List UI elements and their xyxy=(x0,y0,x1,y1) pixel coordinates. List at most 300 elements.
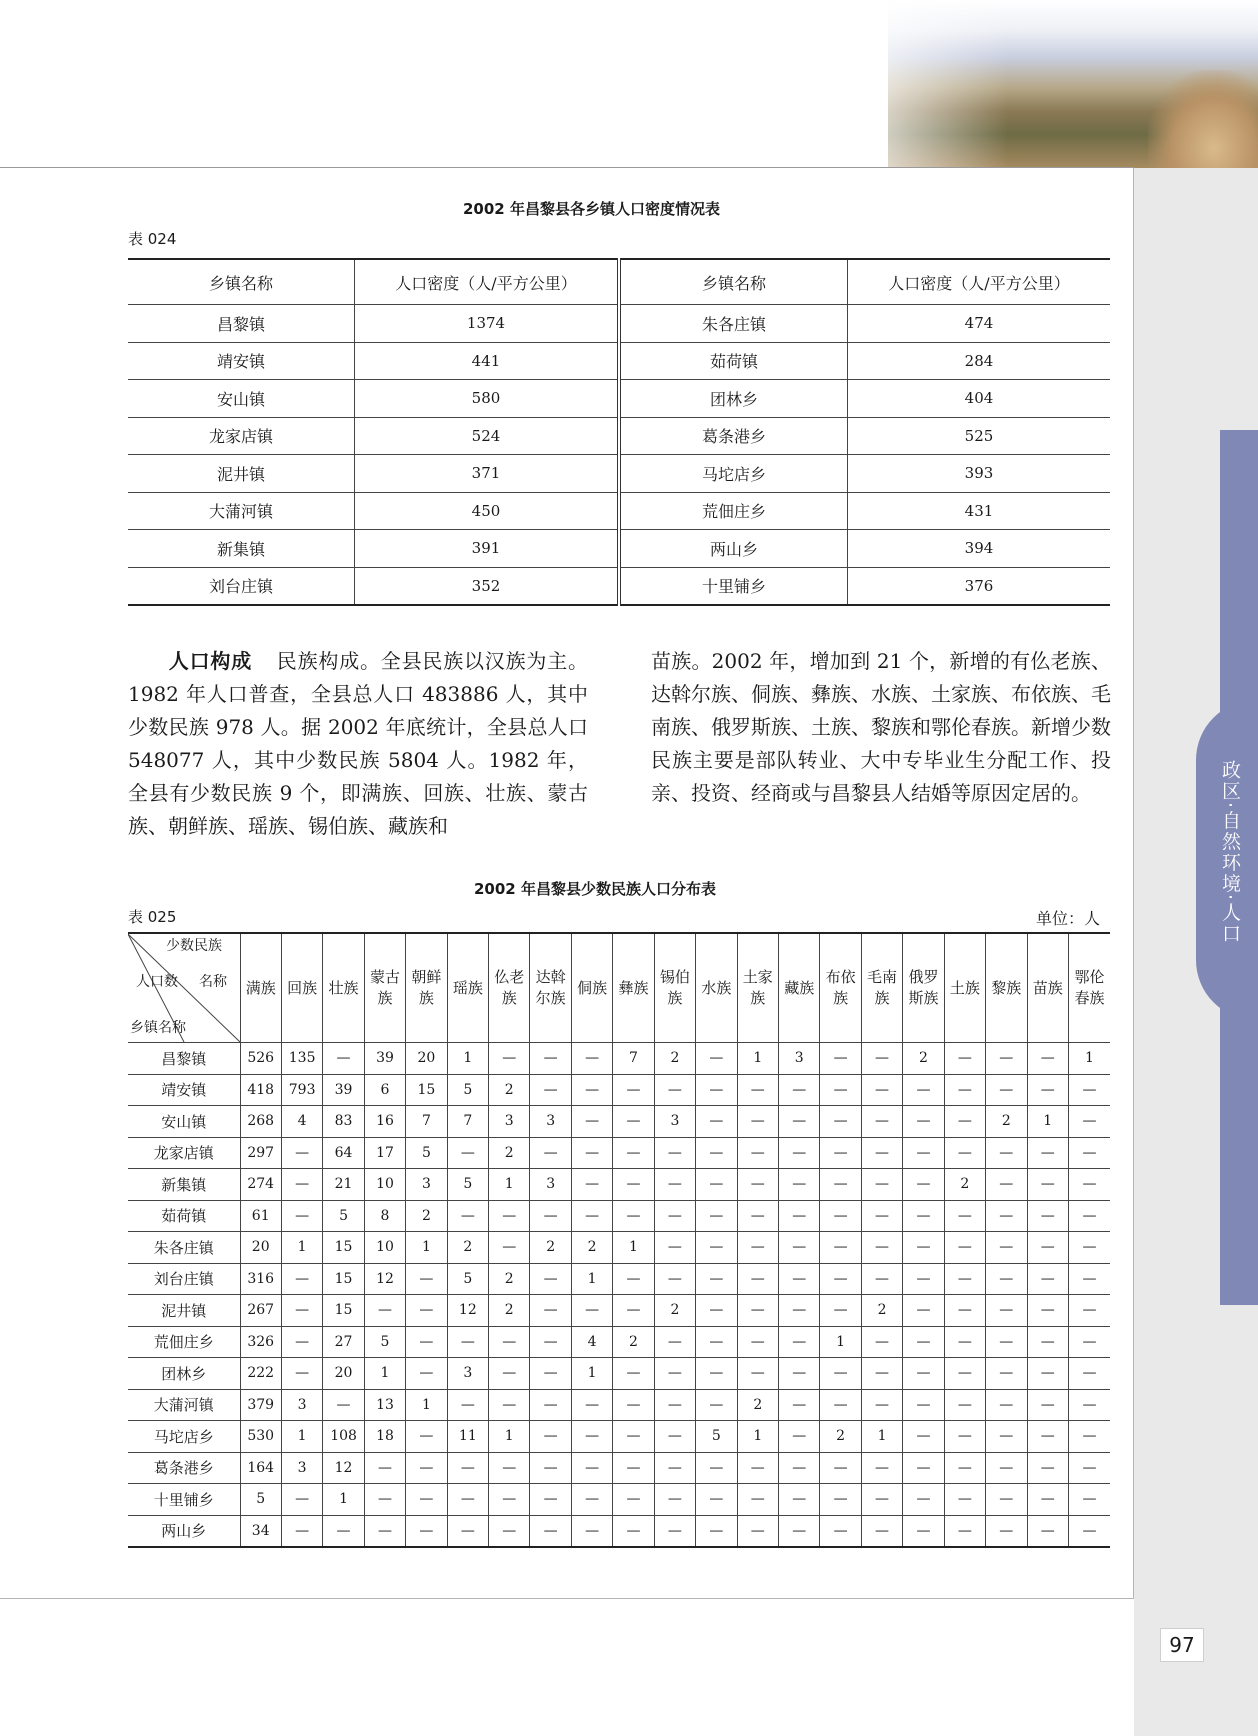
density-header: 乡镇名称 xyxy=(619,259,848,305)
density-value-cell: 474 xyxy=(848,305,1111,343)
margin-rule xyxy=(1133,168,1134,1598)
population-cell: — xyxy=(1068,1106,1110,1138)
population-cell: — xyxy=(861,1358,902,1390)
population-cell: — xyxy=(903,1232,944,1264)
population-cell: — xyxy=(530,1515,571,1547)
population-cell: 15 xyxy=(406,1074,447,1106)
population-cell: — xyxy=(820,1106,861,1138)
population-cell: — xyxy=(696,1389,737,1421)
minority-row xyxy=(128,1389,1110,1421)
minority-row xyxy=(128,1421,1110,1453)
population-cell: — xyxy=(1027,1295,1068,1327)
minority-row xyxy=(128,1043,1110,1075)
population-cell: — xyxy=(613,1169,654,1201)
table024-label: 表 024 xyxy=(128,230,177,248)
population-cell: 2 xyxy=(654,1295,695,1327)
minority-row xyxy=(128,1074,1110,1106)
table025-label: 表 025 xyxy=(128,908,177,926)
population-cell: 2 xyxy=(654,1043,695,1075)
text-left-column xyxy=(128,645,588,843)
density-row xyxy=(128,380,1110,418)
population-cell: 5 xyxy=(696,1421,737,1453)
population-cell: — xyxy=(903,1452,944,1484)
population-cell: — xyxy=(406,1263,447,1295)
population-cell: — xyxy=(696,1515,737,1547)
population-cell: — xyxy=(696,1137,737,1169)
ethnic-group-header: 水族 xyxy=(696,933,737,1043)
population-cell: 2 xyxy=(447,1232,488,1264)
population-cell: 61 xyxy=(240,1200,281,1232)
population-cell: — xyxy=(820,1295,861,1327)
population-cell: — xyxy=(861,1389,902,1421)
population-cell: 12 xyxy=(323,1452,364,1484)
ethnic-group-header: 藏族 xyxy=(778,933,819,1043)
population-cell: 34 xyxy=(240,1515,281,1547)
population-cell: — xyxy=(903,1421,944,1453)
population-cell: — xyxy=(447,1452,488,1484)
town-name-cell: 茹荷镇 xyxy=(128,1200,240,1232)
population-cell: — xyxy=(903,1358,944,1390)
population-cell: 3 xyxy=(778,1043,819,1075)
population-cell: — xyxy=(944,1484,985,1516)
density-header-row xyxy=(128,259,1110,305)
population-cell: 10 xyxy=(364,1169,405,1201)
population-cell: 39 xyxy=(323,1074,364,1106)
ethnic-group-header: 彝族 xyxy=(613,933,654,1043)
ethnic-group-header: 锡伯族 xyxy=(654,933,695,1043)
population-cell: — xyxy=(364,1452,405,1484)
density-value-cell: 352 xyxy=(355,567,620,605)
population-cell: 222 xyxy=(240,1358,281,1390)
population-cell: — xyxy=(489,1326,530,1358)
density-table xyxy=(128,258,1110,606)
population-cell: — xyxy=(986,1232,1027,1264)
population-cell: — xyxy=(1027,1389,1068,1421)
population-cell: — xyxy=(696,1295,737,1327)
population-cell: 1 xyxy=(737,1421,778,1453)
population-cell: 2 xyxy=(613,1326,654,1358)
population-cell: — xyxy=(903,1263,944,1295)
population-cell: — xyxy=(903,1389,944,1421)
density-value-cell: 525 xyxy=(848,417,1111,455)
density-value-cell: 524 xyxy=(355,417,620,455)
population-cell: 2 xyxy=(489,1295,530,1327)
density-row xyxy=(128,342,1110,380)
population-cell: — xyxy=(903,1106,944,1138)
ethnic-group-header: 蒙古族 xyxy=(364,933,405,1043)
ethnic-group-header: 俄罗斯族 xyxy=(903,933,944,1043)
corner-right-label: 名称 xyxy=(199,974,227,990)
town-name-cell: 马坨店乡 xyxy=(128,1421,240,1453)
population-cell: — xyxy=(861,1484,902,1516)
ethnic-group-header: 满族 xyxy=(240,933,281,1043)
population-cell: 5 xyxy=(364,1326,405,1358)
population-cell: — xyxy=(281,1137,322,1169)
ethnic-group-header: 鄂伦春族 xyxy=(1068,933,1110,1043)
population-cell: — xyxy=(861,1074,902,1106)
town-name-cell: 新集镇 xyxy=(128,1169,240,1201)
population-cell: 1 xyxy=(613,1232,654,1264)
population-cell: — xyxy=(281,1169,322,1201)
population-cell: — xyxy=(778,1232,819,1264)
population-cell: — xyxy=(820,1389,861,1421)
population-cell: 7 xyxy=(447,1106,488,1138)
population-cell: — xyxy=(778,1358,819,1390)
population-cell: — xyxy=(820,1515,861,1547)
population-cell: — xyxy=(696,1263,737,1295)
town-name-cell: 新集镇 xyxy=(128,530,355,568)
population-cell: — xyxy=(406,1452,447,1484)
density-value-cell: 580 xyxy=(355,380,620,418)
section-lead: 人口构成 xyxy=(168,649,252,673)
population-cell: 2 xyxy=(820,1421,861,1453)
population-cell: 2 xyxy=(986,1106,1027,1138)
population-cell: 268 xyxy=(240,1106,281,1138)
population-cell: — xyxy=(654,1169,695,1201)
population-cell: — xyxy=(986,1326,1027,1358)
population-cell: — xyxy=(1027,1137,1068,1169)
town-name-cell: 荒佃庄乡 xyxy=(619,492,848,530)
population-cell: 15 xyxy=(323,1232,364,1264)
town-name-cell: 靖安镇 xyxy=(128,1074,240,1106)
population-cell: 2 xyxy=(489,1074,530,1106)
population-cell: — xyxy=(281,1295,322,1327)
population-cell: — xyxy=(861,1232,902,1264)
town-name-cell: 团林乡 xyxy=(128,1358,240,1390)
population-cell: — xyxy=(986,1484,1027,1516)
density-header: 乡镇名称 xyxy=(128,259,355,305)
corner-bottom-label: 乡镇名称 xyxy=(130,1020,186,1036)
population-cell: — xyxy=(613,1200,654,1232)
corner-top-label: 少数民族 xyxy=(166,938,222,954)
population-cell: — xyxy=(737,1295,778,1327)
population-cell: 83 xyxy=(323,1106,364,1138)
population-cell: 64 xyxy=(323,1137,364,1169)
population-cell: — xyxy=(489,1043,530,1075)
ethnic-group-header: 达斡尔族 xyxy=(530,933,571,1043)
ethnic-group-header: 布依族 xyxy=(820,933,861,1043)
ethnic-group-header: 毛南族 xyxy=(861,933,902,1043)
minority-row xyxy=(128,1358,1110,1390)
population-cell: — xyxy=(944,1295,985,1327)
ethnic-group-header: 瑶族 xyxy=(447,933,488,1043)
town-name-cell: 安山镇 xyxy=(128,1106,240,1138)
population-cell: — xyxy=(944,1326,985,1358)
population-cell: 1 xyxy=(406,1389,447,1421)
table025-unit: 单位：人 xyxy=(1036,909,1101,928)
population-cell: 1 xyxy=(737,1043,778,1075)
population-cell: — xyxy=(571,1043,612,1075)
ethnic-group-header: 壮族 xyxy=(323,933,364,1043)
population-cell: — xyxy=(613,1452,654,1484)
population-cell: — xyxy=(1068,1484,1110,1516)
population-cell: — xyxy=(654,1232,695,1264)
population-cell: 3 xyxy=(530,1169,571,1201)
minority-row xyxy=(128,1515,1110,1547)
density-value-cell: 431 xyxy=(848,492,1111,530)
population-cell: 15 xyxy=(323,1295,364,1327)
population-cell: — xyxy=(447,1200,488,1232)
population-cell: — xyxy=(696,1358,737,1390)
population-cell: — xyxy=(986,1200,1027,1232)
minority-row xyxy=(128,1232,1110,1264)
population-cell: — xyxy=(696,1043,737,1075)
population-cell: 12 xyxy=(447,1295,488,1327)
population-cell: — xyxy=(571,1484,612,1516)
population-cell: — xyxy=(1068,1326,1110,1358)
population-cell: 1 xyxy=(406,1232,447,1264)
table025-title: 2002 年昌黎县少数民族人口分布表 xyxy=(474,880,716,898)
population-cell: — xyxy=(571,1200,612,1232)
population-cell: — xyxy=(820,1484,861,1516)
page-number: 97 xyxy=(1160,1628,1204,1662)
population-cell: — xyxy=(530,1326,571,1358)
population-cell: — xyxy=(613,1358,654,1390)
population-cell: — xyxy=(530,1263,571,1295)
population-cell: — xyxy=(489,1358,530,1390)
population-cell: — xyxy=(696,1326,737,1358)
population-cell: — xyxy=(696,1452,737,1484)
population-cell: 5 xyxy=(240,1484,281,1516)
population-cell: — xyxy=(1027,1484,1068,1516)
population-cell: — xyxy=(1027,1200,1068,1232)
population-cell: 27 xyxy=(323,1326,364,1358)
population-cell: — xyxy=(1027,1263,1068,1295)
population-cell: 15 xyxy=(323,1263,364,1295)
population-cell: — xyxy=(986,1074,1027,1106)
population-cell: 3 xyxy=(447,1358,488,1390)
population-cell: — xyxy=(1027,1043,1068,1075)
population-cell: 17 xyxy=(364,1137,405,1169)
population-cell: — xyxy=(903,1137,944,1169)
population-cell: — xyxy=(406,1515,447,1547)
population-cell: 39 xyxy=(364,1043,405,1075)
population-cell: — xyxy=(530,1484,571,1516)
population-cell: — xyxy=(571,1137,612,1169)
town-name-cell: 十里铺乡 xyxy=(619,567,848,605)
header-banner xyxy=(0,0,1258,168)
population-cell: — xyxy=(613,1106,654,1138)
text-right-column xyxy=(651,645,1111,810)
minority-row xyxy=(128,1326,1110,1358)
town-name-cell: 刘台庄镇 xyxy=(128,567,355,605)
minority-row xyxy=(128,1200,1110,1232)
population-cell: 2 xyxy=(861,1295,902,1327)
population-cell: — xyxy=(944,1137,985,1169)
ethnic-group-header: 黎族 xyxy=(986,933,1027,1043)
population-cell: — xyxy=(281,1515,322,1547)
population-cell: — xyxy=(530,1200,571,1232)
population-cell: 6 xyxy=(364,1074,405,1106)
population-cell: 2 xyxy=(903,1043,944,1075)
population-cell: 379 xyxy=(240,1389,281,1421)
population-cell: 12 xyxy=(364,1263,405,1295)
population-cell: — xyxy=(1068,1074,1110,1106)
population-cell: — xyxy=(820,1043,861,1075)
population-cell: 326 xyxy=(240,1326,281,1358)
population-cell: — xyxy=(447,1137,488,1169)
population-cell: — xyxy=(406,1358,447,1390)
minority-header-row xyxy=(128,933,1110,1043)
population-cell: — xyxy=(447,1326,488,1358)
population-cell: — xyxy=(489,1389,530,1421)
town-name-cell: 葛条港乡 xyxy=(128,1452,240,1484)
population-cell: 20 xyxy=(406,1043,447,1075)
density-value-cell: 404 xyxy=(848,380,1111,418)
population-cell: — xyxy=(571,1074,612,1106)
town-name-cell: 大蒲河镇 xyxy=(128,1389,240,1421)
population-cell: — xyxy=(489,1515,530,1547)
population-cell: — xyxy=(737,1358,778,1390)
town-name-cell: 大蒲河镇 xyxy=(128,492,355,530)
town-name-cell: 龙家店镇 xyxy=(128,417,355,455)
population-cell: — xyxy=(1027,1515,1068,1547)
population-cell: — xyxy=(696,1106,737,1138)
population-cell: — xyxy=(903,1074,944,1106)
population-cell: — xyxy=(281,1263,322,1295)
population-cell: 3 xyxy=(281,1389,322,1421)
population-cell: — xyxy=(903,1200,944,1232)
population-cell: — xyxy=(654,1326,695,1358)
population-cell: — xyxy=(737,1232,778,1264)
population-cell: — xyxy=(571,1421,612,1453)
town-name-cell: 刘台庄镇 xyxy=(128,1263,240,1295)
town-name-cell: 团林乡 xyxy=(619,380,848,418)
density-header: 人口密度（人/平方公里） xyxy=(355,259,620,305)
population-cell: — xyxy=(1068,1169,1110,1201)
population-cell: — xyxy=(778,1389,819,1421)
town-name-cell: 朱各庄镇 xyxy=(619,305,848,343)
population-cell: — xyxy=(613,1515,654,1547)
population-cell: — xyxy=(778,1452,819,1484)
population-cell: — xyxy=(489,1200,530,1232)
population-cell: 1 xyxy=(571,1263,612,1295)
population-cell: — xyxy=(778,1169,819,1201)
population-cell: — xyxy=(1027,1326,1068,1358)
population-cell: — xyxy=(861,1263,902,1295)
town-name-cell: 两山乡 xyxy=(128,1515,240,1547)
population-cell: 1 xyxy=(281,1232,322,1264)
population-cell: 2 xyxy=(530,1232,571,1264)
population-cell: — xyxy=(820,1074,861,1106)
population-cell: 16 xyxy=(364,1106,405,1138)
population-cell: 10 xyxy=(364,1232,405,1264)
population-cell: 316 xyxy=(240,1263,281,1295)
density-row xyxy=(128,567,1110,605)
population-cell: — xyxy=(1027,1358,1068,1390)
density-value-cell: 371 xyxy=(355,455,620,493)
population-cell: — xyxy=(778,1484,819,1516)
population-cell: — xyxy=(530,1074,571,1106)
town-name-cell: 昌黎镇 xyxy=(128,1043,240,1075)
population-cell: — xyxy=(696,1169,737,1201)
population-cell: 1 xyxy=(1027,1106,1068,1138)
population-cell: 5 xyxy=(447,1263,488,1295)
density-value-cell: 394 xyxy=(848,530,1111,568)
population-cell: — xyxy=(489,1232,530,1264)
population-cell: — xyxy=(861,1169,902,1201)
population-cell: 1 xyxy=(281,1421,322,1453)
population-cell: — xyxy=(820,1232,861,1264)
density-value-cell: 393 xyxy=(848,455,1111,493)
corner-header xyxy=(128,933,240,1043)
population-cell: 2 xyxy=(489,1263,530,1295)
density-row xyxy=(128,455,1110,493)
ethnic-group-header: 苗族 xyxy=(1027,933,1068,1043)
population-cell: — xyxy=(530,1389,571,1421)
population-cell: — xyxy=(944,1358,985,1390)
population-cell: 1 xyxy=(820,1326,861,1358)
population-cell: — xyxy=(986,1515,1027,1547)
footer-rule xyxy=(0,1598,1134,1599)
population-cell: — xyxy=(654,1074,695,1106)
population-cell: 1 xyxy=(489,1169,530,1201)
section-tab-label: 政区·自然环境·人口 xyxy=(1219,760,1241,945)
population-cell: — xyxy=(1068,1452,1110,1484)
population-cell: — xyxy=(861,1326,902,1358)
population-cell: — xyxy=(613,1137,654,1169)
population-cell: — xyxy=(944,1043,985,1075)
population-cell: — xyxy=(986,1389,1027,1421)
population-cell: — xyxy=(737,1484,778,1516)
population-cell: — xyxy=(944,1515,985,1547)
population-cell: 274 xyxy=(240,1169,281,1201)
population-cell: — xyxy=(654,1515,695,1547)
population-cell: — xyxy=(281,1484,322,1516)
population-cell: — xyxy=(1068,1200,1110,1232)
minority-table xyxy=(128,932,1110,1548)
corner-left-label: 人口数 xyxy=(136,974,178,990)
population-cell: 3 xyxy=(281,1452,322,1484)
population-cell: — xyxy=(778,1263,819,1295)
population-cell: — xyxy=(571,1515,612,1547)
town-name-cell: 昌黎镇 xyxy=(128,305,355,343)
population-cell: 13 xyxy=(364,1389,405,1421)
population-cell: — xyxy=(778,1326,819,1358)
density-row xyxy=(128,492,1110,530)
population-cell: — xyxy=(571,1106,612,1138)
population-cell: 526 xyxy=(240,1043,281,1075)
population-cell: — xyxy=(1068,1389,1110,1421)
population-cell: — xyxy=(737,1169,778,1201)
population-cell: — xyxy=(530,1137,571,1169)
population-cell: — xyxy=(861,1452,902,1484)
population-cell: 3 xyxy=(489,1106,530,1138)
population-cell: — xyxy=(820,1358,861,1390)
population-cell: — xyxy=(447,1484,488,1516)
population-cell: — xyxy=(323,1515,364,1547)
population-cell: 2 xyxy=(406,1200,447,1232)
density-value-cell: 376 xyxy=(848,567,1111,605)
population-cell: — xyxy=(861,1106,902,1138)
town-name-cell: 马坨店乡 xyxy=(619,455,848,493)
population-cell: 2 xyxy=(489,1137,530,1169)
population-cell: 267 xyxy=(240,1295,281,1327)
population-cell: — xyxy=(986,1452,1027,1484)
ethnic-group-header: 仫老族 xyxy=(489,933,530,1043)
population-cell: — xyxy=(1068,1295,1110,1327)
population-cell: — xyxy=(696,1200,737,1232)
population-cell: 1 xyxy=(1068,1043,1110,1075)
population-cell: — xyxy=(944,1421,985,1453)
population-cell: — xyxy=(613,1389,654,1421)
population-cell: — xyxy=(489,1452,530,1484)
population-cell: 297 xyxy=(240,1137,281,1169)
population-cell: — xyxy=(737,1137,778,1169)
population-cell: — xyxy=(406,1484,447,1516)
ethnic-group-header: 回族 xyxy=(281,933,322,1043)
population-cell: — xyxy=(778,1137,819,1169)
